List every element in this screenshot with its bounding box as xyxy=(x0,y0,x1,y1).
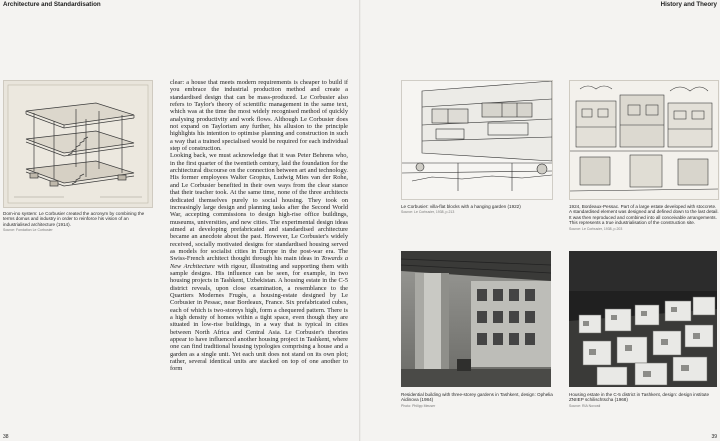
tashkent-estate-caption: Housing estate in the C-5 district in Tashkent, design: design institute ZNIIEP schilischtscha (1968) xyxy=(569,392,710,403)
pessac-caption-block xyxy=(569,204,719,231)
tashkent-estate-caption-block xyxy=(569,392,719,408)
villa-flat-credit: Source: Le Corbusier, 1938, p.213 xyxy=(401,210,455,215)
body-paragraph-2-b: with rigour, illustrating and supporting them with sample designs. His influence can be seen, for example, in two housing projects in Tashkent, Uzbekistan. A housing estate in the C-5 district reveals, upon close examination, a resemblance to the Quartiers Modernes Frugès, a housing-estate designed by Le Corbusier in Pessac, near Bordeaux, France. Six prefabricated cubes, each of which is two-storeys high, form a chequered pattern. There is a high density of homes within a tight space, even though they are situated in low-rise buildings, in a way that is typical in cities between North Africa and Central Asia. Le Corbusier's theories appear to have influenced another housing project in Tashkent, where one can find traditional housing typologies comprising a house and a garden as a single unit. Yet each unit does not stand on its own plot; rather, several identical units are stacked on top of one another to form xyxy=(170,262,348,373)
pessac-drawing xyxy=(569,80,719,200)
domino-caption: Dom-ino system: Le Corbusier created the acronym by combining the terms domus and industry in order to reinforce his vision of an industrialised architecture (1914). xyxy=(3,211,145,227)
body-paragraph-2 xyxy=(170,152,348,372)
body-text-column xyxy=(170,79,348,429)
tashkent-building-image xyxy=(401,251,551,387)
book-title: Towards a New Architecture xyxy=(170,255,348,270)
tashkent-building-caption: Residential building with three-storey gardens in Tashkent, design: Ophelia Aidinova (1984) xyxy=(401,392,553,403)
tashkent-estate-credit: Source: RIA Novosti xyxy=(569,403,601,408)
villa-flat-sketch xyxy=(402,81,552,199)
page-gutter xyxy=(359,0,361,441)
page-number-right: 39 xyxy=(711,434,717,440)
running-head-right: History and Theory xyxy=(660,1,717,8)
body-paragraph-1: clear: a house that meets modern requirements is cheaper to build if you embrace the industrial production method and create a standardised design that can be mass-produced. Le Corbusier also refers to Taylor's theory of scientific management in the same text, which was at the time the most widely recognised method of quickly analysing productivity and work flows. Although Le Corbusier does not expand on Taylorism any further, his allusion to the principle highlights his intention to optimise planning and construction in such a way that a trained specialised would be required for each individual step of construction. xyxy=(170,79,348,153)
tashkent-estate-image xyxy=(569,251,717,387)
running-head-left: Architecture and Standardisation xyxy=(3,1,101,8)
villa-flat-caption: Le Corbusier: villa-flat blocks with a hanging garden (1922) xyxy=(401,204,521,209)
tashkent-estate-photo xyxy=(569,251,717,387)
page-number-left: 38 xyxy=(3,434,9,440)
domino-drawing xyxy=(3,80,153,208)
tashkent-building-photo xyxy=(401,251,551,387)
domino-credit: Source: Fondation Le Corbusier xyxy=(3,228,53,233)
pessac-caption: 1924, Bordeaux-Pessac. Part of a large estate developed with stoccrete. A standardised element was designed and defined down to the last detail. It was then reproduced and combined into all conceivable arrangements. This represents a true industrialisation of the construction site. xyxy=(569,204,719,226)
body-paragraph-2-a: Looking back, we must acknowledge that it was Peter Behrens who, in the first quarter of the twentieth century, laid the foundation for the architectural discourse on the connection between art and technology. His former employees Walter Gropius, Ludwig Mies van der Rohe, and Le Corbusier benefited in their own ways from the clear stance that their teacher took. At the same time, none of the three architects dedicated themselves purely to social housing. They took on increasingly large design and planning tasks after the Second World War, accepting commissions to design high-rise office buildings, museums, universities, and new cities. The experimental design ideas aimed at developing prefabricated and standardised architecture became an anecdote about the past. However, Le Corbusier's widely received, socially motivated designs for standardised housing served as models for socialist cities in Europe in the post-war era. The Swiss-French architect thought through his main ideas in xyxy=(170,152,348,263)
domino-sketch xyxy=(4,81,152,207)
villa-flat-caption-block xyxy=(401,204,553,215)
villa-flat-drawing xyxy=(401,80,553,200)
pessac-credit: Source: Le Corbusier, 1938, p.203 xyxy=(569,226,623,231)
tashkent-building-caption-block xyxy=(401,392,553,408)
pessac-sketch xyxy=(570,81,718,199)
tashkent-building-credit: Photo: Philipp Meuser xyxy=(401,403,436,408)
domino-caption-block xyxy=(3,211,155,233)
